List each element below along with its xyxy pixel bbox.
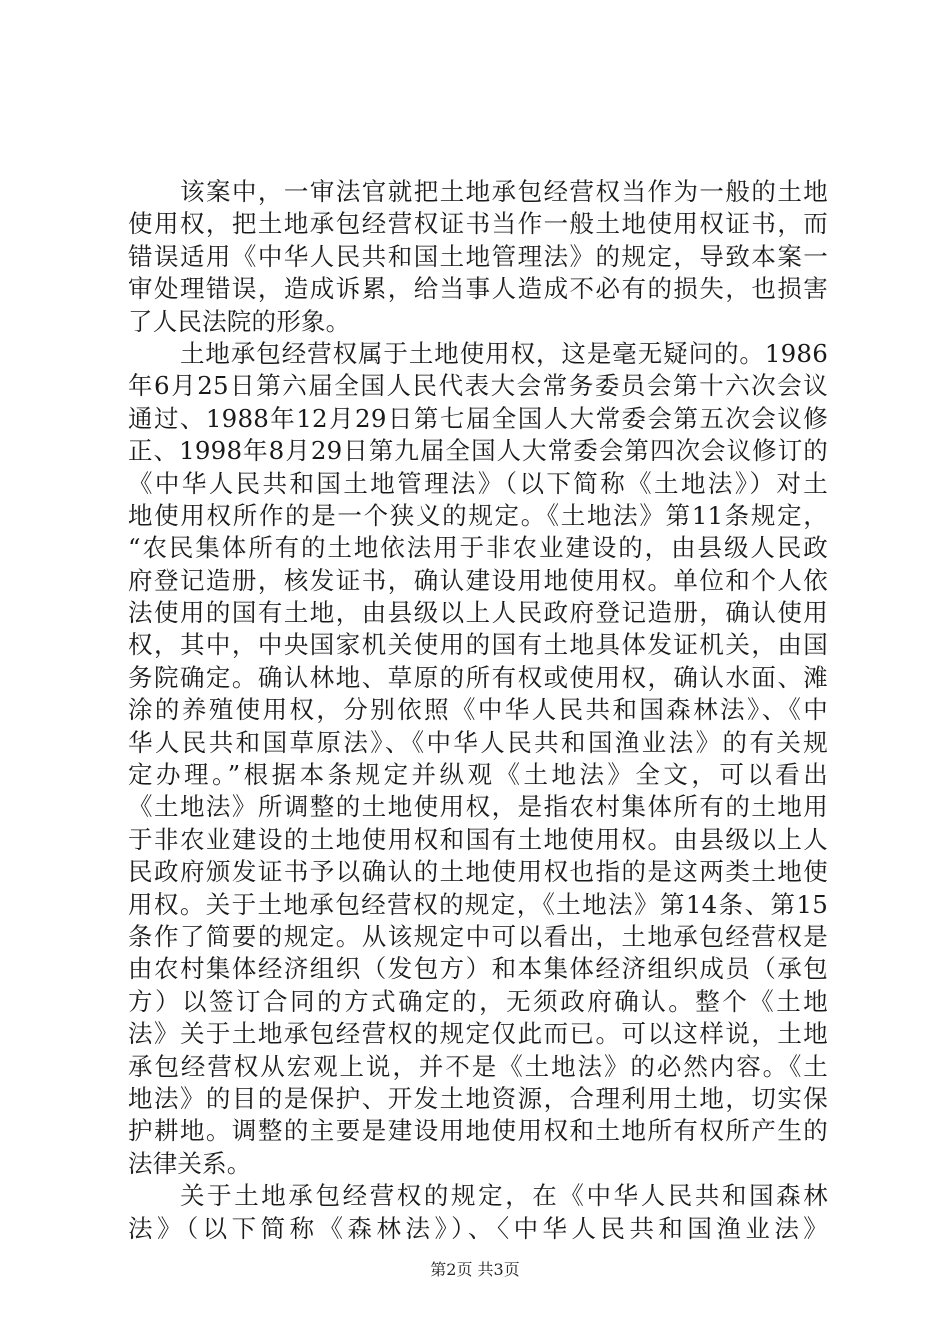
text-line: 权，其中，中央国家机关使用的国有土地具体发证机关，由国	[128, 630, 828, 660]
text-line: 涂的养殖使用权，分别依照《中华人民共和国森林法》、《中	[128, 695, 828, 725]
text-line: 年6月25日第六届全国人民代表大会常务委员会第十六次会议	[128, 371, 828, 401]
text-line: 民政府颁发证书予以确认的土地使用权也指的是这两类土地使	[128, 857, 828, 887]
text-line: 承包经营权从宏观上说，并不是《土地法》的必然内容。《土	[128, 1051, 828, 1081]
body-text	[128, 176, 828, 1245]
text-line: 该案中，一审法官就把土地承包经营权当作为一般的土地	[180, 177, 828, 206]
text-line: 用权。关于土地承包经营权的规定，《土地法》第14条、第15	[128, 889, 828, 919]
text-line: 正、1998年8月29日第九届全国人大常委会第四次会议修订的	[128, 436, 828, 466]
text-line: 方）以签订合同的方式确定的，无须政府确认。整个《土地	[128, 986, 828, 1016]
text-line: 护耕地。调整的主要是建设用地使用权和土地所有权所产生的	[128, 1116, 828, 1146]
text-line: 务院确定。确认林地、草原的所有权或使用权，确认水面、滩	[128, 662, 828, 692]
text-line: 条作了简要的规定。从该规定中可以看出，土地承包经营权是	[128, 921, 828, 951]
text-line: 《中华人民共和国土地管理法》（以下简称《土地法》）对土	[128, 468, 828, 498]
text-line: 法》（以下简称《森林法》）、〈中华人民共和国渔业法》	[128, 1213, 828, 1243]
text-line: 了人民法院的形象。	[128, 306, 351, 336]
text-line: 土地承包经营权属于土地使用权，这是毫无疑问的。1986	[180, 338, 828, 368]
text-line: 华人民共和国草原法》、《中华人民共和国渔业法》的有关规	[128, 727, 828, 757]
text-line: 关于土地承包经营权的规定，在《中华人民共和国森林	[180, 1181, 828, 1211]
text-line: 于非农业建设的土地使用权和国有土地使用权。由县级以上人	[128, 824, 828, 854]
text-line: 《土地法》所调整的土地使用权，是指农村集体所有的土地用	[128, 792, 828, 822]
text-line: 定办理。”根据本条规定并纵观《土地法》全文，可以看出	[128, 760, 828, 790]
text-line: 由农村集体经济组织（发包方）和本集体经济组织成员（承包	[128, 954, 828, 984]
text-line: 地使用权所作的是一个狭义的规定。《土地法》第11条规定，	[128, 500, 828, 530]
text-line: 审处理错误，造成诉累，给当事人造成不必有的损失，也损害	[128, 274, 828, 304]
text-line: 通过、1988年12月29日第七届全国人大常委会第五次会议修	[128, 403, 828, 433]
text-line: “农民集体所有的土地依法用于非农业建设的，由县级人民政	[128, 533, 828, 563]
text-line: 法律关系。	[128, 1148, 252, 1178]
text-line: 府登记造册，核发证书，确认建设用地使用权。单位和个人依	[128, 565, 828, 595]
text-line: 法使用的国有土地，由县级以上人民政府登记造册，确认使用	[128, 598, 828, 628]
text-line: 法》关于土地承包经营权的规定仅此而已。可以这样说，土地	[128, 1019, 828, 1049]
text-line: 错误适用《中华人民共和国土地管理法》的规定，导致本案一	[128, 241, 828, 271]
page-number-footer: 第2页 共3页	[430, 1260, 520, 1279]
text-line: 地法》的目的是保护、开发土地资源，合理利用土地，切实保	[128, 1083, 828, 1113]
text-line: 使用权，把土地承包经营权证书当作一般土地使用权证书，而	[128, 209, 828, 239]
